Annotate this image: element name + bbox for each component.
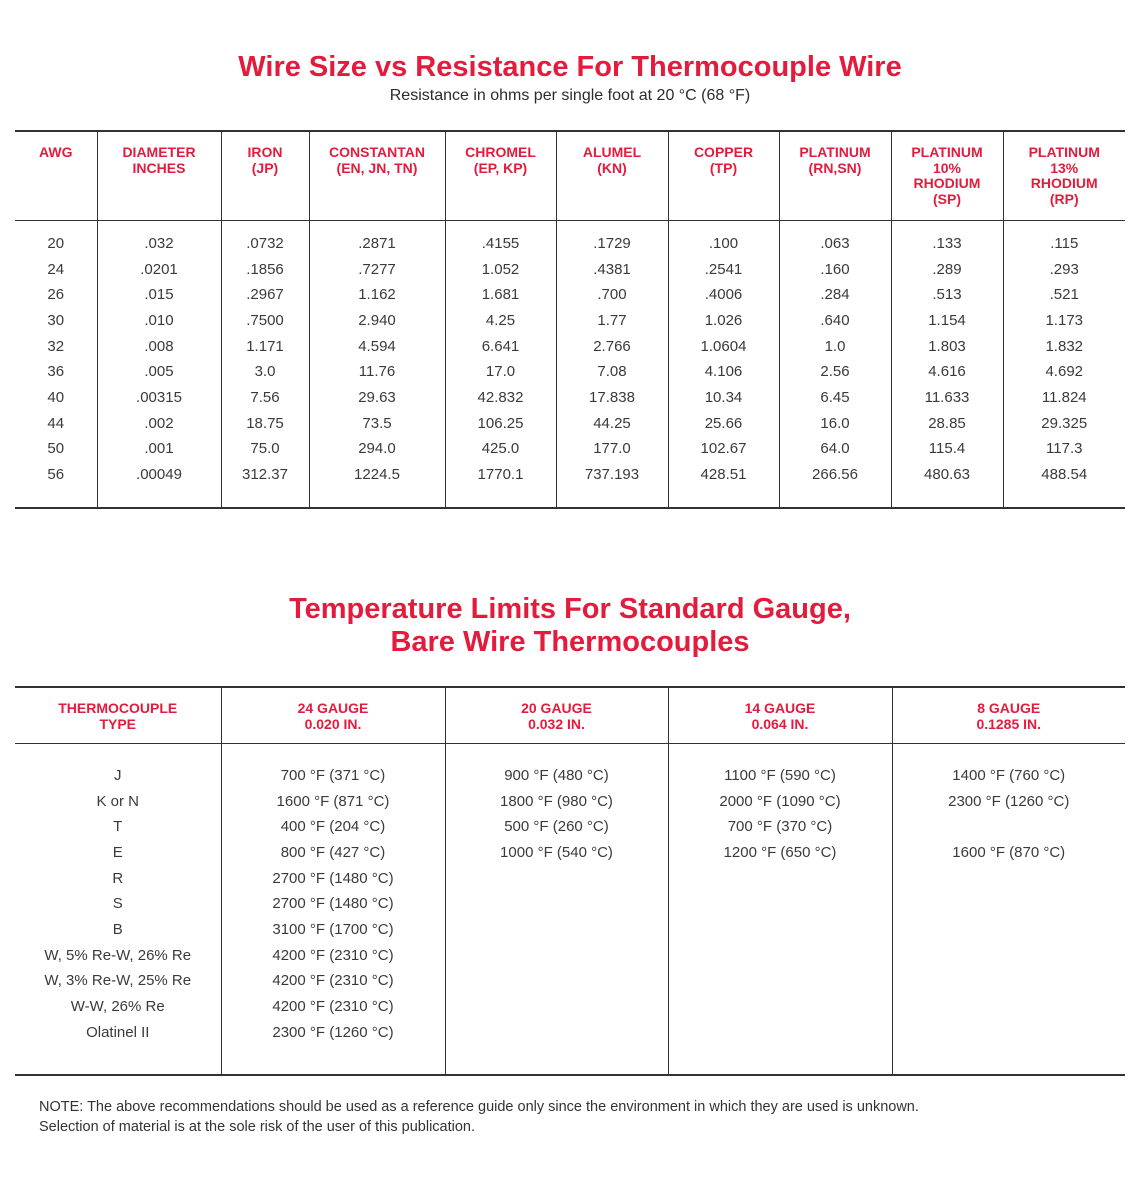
resistance-table: [15, 130, 1125, 509]
table-cell: .640: [779, 308, 891, 334]
spacer-cell: [668, 743, 892, 763]
table-cell: 2700 °F (1480 °C): [221, 865, 445, 891]
table-cell: 1.173: [1003, 308, 1125, 334]
table-cell: 4200 °F (2310 °C): [221, 968, 445, 994]
table-row: [15, 333, 1125, 359]
column-header: [97, 131, 221, 220]
temperature-table-title: [0, 593, 1140, 659]
column-header-line: (JP): [251, 159, 279, 176]
table-cell: .133: [891, 231, 1003, 257]
spacer-cell: [445, 487, 556, 508]
table-cell: B: [112, 920, 123, 938]
spacer-cell: [97, 220, 221, 231]
table-cell: 4200 °F (2310 °C): [221, 942, 445, 968]
table-cell: 1800 °F (980 °C): [445, 788, 668, 814]
table-cell: 425.0: [445, 436, 556, 462]
table-cell: 1770.1: [445, 462, 556, 488]
table-cell: 50: [47, 440, 65, 458]
spacer-cell: [668, 1045, 892, 1075]
note-line: NOTE: The above recommendations should be used as a reference guide only since the environment in which they are used is unknown.: [39, 1099, 919, 1115]
spacer-cell: [15, 220, 97, 231]
table-cell: 44.25: [556, 410, 668, 436]
column-header: [668, 131, 779, 220]
table-cell: E: [112, 843, 123, 861]
column-header-line: RHODIUM: [1030, 175, 1098, 191]
table-row: [15, 1019, 1125, 1045]
table-cell: 2.56: [779, 359, 891, 385]
temperature-table-body: [15, 743, 1125, 1075]
column-header: [221, 131, 309, 220]
temperature-limits-table: [15, 686, 1125, 1076]
table-cell: .005: [97, 359, 221, 385]
column-header-line: (KN): [597, 159, 627, 176]
spacer-row: [15, 487, 1125, 508]
table-cell: 29.325: [1003, 410, 1125, 436]
column-header: [15, 131, 97, 220]
spacer-cell: [779, 487, 891, 508]
table-cell: 294.0: [309, 436, 445, 462]
table-cell: .00049: [97, 462, 221, 488]
table-cell: 500 °F (260 °C): [445, 814, 668, 840]
table-cell: .0201: [97, 256, 221, 282]
table-cell: W-W, 26% Re: [70, 998, 165, 1016]
spacer-cell: [556, 220, 668, 231]
column-header-line: CHROMEL: [465, 144, 536, 160]
table-cell: [892, 942, 1125, 968]
column-header-line: AWG: [39, 144, 73, 160]
table-cell: 4.692: [1003, 359, 1125, 385]
column-header-line: RHODIUM: [913, 175, 981, 191]
table-cell: [445, 968, 668, 994]
table-cell: .160: [779, 256, 891, 282]
table-cell: S: [112, 895, 123, 913]
table-cell: .008: [97, 333, 221, 359]
resistance-table-title: Wire Size vs Resistance For Thermocouple Wire: [238, 51, 902, 83]
spacer-cell: [15, 1045, 221, 1075]
table-cell: 488.54: [1003, 462, 1125, 488]
table-cell: 1.154: [891, 308, 1003, 334]
spacer-cell: [309, 487, 445, 508]
column-header: [556, 131, 668, 220]
table-cell: 480.63: [891, 462, 1003, 488]
column-header-line: 0.064 IN.: [751, 715, 809, 732]
resistance-header-row: [15, 131, 1125, 220]
column-header-line: PLATINUM: [799, 144, 871, 160]
table-cell: .015: [97, 282, 221, 308]
table-cell: K or N: [96, 792, 139, 810]
table-row: [15, 865, 1125, 891]
table-cell: 4.106: [668, 359, 779, 385]
table-row: [15, 282, 1125, 308]
table-cell: [892, 865, 1125, 891]
table-cell: .1856: [221, 256, 309, 282]
table-cell: 16.0: [779, 410, 891, 436]
column-header: [892, 687, 1125, 743]
resistance-table-body: [15, 220, 1125, 508]
column-header: [445, 131, 556, 220]
temperature-header-row: [15, 687, 1125, 743]
column-header-line: 24 GAUGE: [297, 700, 369, 716]
table-cell: [668, 891, 892, 917]
table-cell: [668, 994, 892, 1020]
table-cell: .513: [891, 282, 1003, 308]
table-cell: 44: [47, 414, 65, 432]
table-cell: 737.193: [556, 462, 668, 488]
table-cell: .032: [97, 231, 221, 257]
spacer-cell: [556, 487, 668, 508]
table-cell: 11.633: [891, 385, 1003, 411]
table-row: [15, 359, 1125, 385]
table-cell: 3.0: [221, 359, 309, 385]
table-cell: 1100 °F (590 °C): [668, 763, 892, 789]
column-header: [891, 131, 1003, 220]
spacer-row: [15, 220, 1125, 231]
table-cell: 4.616: [891, 359, 1003, 385]
table-cell: 7.56: [221, 385, 309, 411]
table-cell: [445, 891, 668, 917]
column-header-line: (EN, JN, TN): [336, 159, 418, 176]
table-row: [15, 942, 1125, 968]
spacer-cell: [445, 220, 556, 231]
column-header-line: INCHES: [132, 159, 186, 176]
spacer-cell: [892, 1045, 1125, 1075]
table-cell: 11.76: [309, 359, 445, 385]
table-cell: [668, 917, 892, 943]
table-cell: 1.77: [556, 308, 668, 334]
column-header-line: 13%: [1050, 159, 1079, 176]
table-cell: .293: [1003, 256, 1125, 282]
table-row: [15, 462, 1125, 488]
table-cell: 4.25: [445, 308, 556, 334]
table-cell: W, 3% Re-W, 25% Re: [44, 972, 192, 990]
table-cell: 75.0: [221, 436, 309, 462]
table-cell: 17.0: [445, 359, 556, 385]
spacer-row: [15, 1045, 1125, 1075]
table-cell: 56: [47, 466, 65, 484]
table-cell: 1600 °F (870 °C): [892, 840, 1125, 866]
table-row: [15, 814, 1125, 840]
table-row: [15, 385, 1125, 411]
spacer-cell: [779, 220, 891, 231]
table-cell: R: [112, 869, 124, 887]
table-cell: .4381: [556, 256, 668, 282]
table-cell: [892, 891, 1125, 917]
spacer-cell: [221, 1045, 445, 1075]
column-header: [445, 687, 668, 743]
table-cell: .115: [1003, 231, 1125, 257]
table-cell: 428.51: [668, 462, 779, 488]
column-header-line: 10%: [932, 159, 962, 176]
table-cell: 36: [47, 363, 65, 381]
table-cell: 2300 °F (1260 °C): [221, 1019, 445, 1045]
table-cell: [892, 968, 1125, 994]
table-cell: 4.594: [309, 333, 445, 359]
table-row: [15, 308, 1125, 334]
table-cell: 1.0: [779, 333, 891, 359]
table-cell: W, 5% Re-W, 26% Re: [44, 946, 192, 964]
table-cell: [892, 1019, 1125, 1045]
column-header: [221, 687, 445, 743]
table-cell: [668, 942, 892, 968]
table-cell: Olatinel II: [86, 1023, 150, 1041]
table-cell: 400 °F (204 °C): [221, 814, 445, 840]
table-cell: 700 °F (370 °C): [668, 814, 892, 840]
table-cell: .289: [891, 256, 1003, 282]
spacer-cell: [221, 743, 445, 763]
table-row: [15, 256, 1125, 282]
column-header-line: (RP): [1049, 190, 1079, 207]
spacer-cell: [891, 220, 1003, 231]
table-cell: 2000 °F (1090 °C): [668, 788, 892, 814]
table-cell: .700: [556, 282, 668, 308]
table-cell: .7277: [309, 256, 445, 282]
table-cell: 1200 °F (650 °C): [668, 840, 892, 866]
table-cell: 1400 °F (760 °C): [892, 763, 1125, 789]
table-row: [15, 840, 1125, 866]
column-header-line: ALUMEL: [582, 144, 642, 160]
table-cell: 3100 °F (1700 °C): [221, 917, 445, 943]
table-cell: 4200 °F (2310 °C): [221, 994, 445, 1020]
note-line: Selection of material is at the sole risk of the user of this publication.: [39, 1119, 476, 1135]
table-cell: .00315: [97, 385, 221, 411]
table-cell: [892, 917, 1125, 943]
table-cell: 6.45: [779, 385, 891, 411]
spacer-cell: [1003, 487, 1125, 508]
column-header-line: COPPER: [693, 144, 754, 160]
table-row: [15, 231, 1125, 257]
table-cell: 2700 °F (1480 °C): [221, 891, 445, 917]
table-cell: 6.641: [445, 333, 556, 359]
column-header-line: PLATINUM: [1028, 144, 1100, 160]
table-cell: .4155: [445, 231, 556, 257]
table-cell: 115.4: [891, 436, 1003, 462]
column-header-line: (EP, KP): [473, 159, 528, 176]
table-cell: .010: [97, 308, 221, 334]
column-header-line: 0.020 IN.: [304, 715, 362, 732]
column-header-line: (TP): [709, 159, 738, 176]
table-cell: [668, 1019, 892, 1045]
table-cell: 106.25: [445, 410, 556, 436]
table-cell: [445, 942, 668, 968]
table-cell: 2300 °F (1260 °C): [892, 788, 1125, 814]
spacer-cell: [892, 743, 1125, 763]
table-cell: 30: [47, 311, 65, 329]
table-cell: [668, 968, 892, 994]
table-cell: 1224.5: [309, 462, 445, 488]
column-header-line: PLATINUM: [911, 144, 983, 160]
table-cell: .0732: [221, 231, 309, 257]
spacer-cell: [309, 220, 445, 231]
table-cell: 29.63: [309, 385, 445, 411]
column-header-line: THERMOCOUPLE: [58, 700, 178, 716]
table-cell: 73.5: [309, 410, 445, 436]
table-cell: .1729: [556, 231, 668, 257]
spacer-cell: [1003, 220, 1125, 231]
table-cell: .100: [668, 231, 779, 257]
column-header: [1003, 131, 1125, 220]
spacer-cell: [668, 220, 779, 231]
table-cell: 1600 °F (871 °C): [221, 788, 445, 814]
table-cell: 26: [47, 286, 65, 304]
disclaimer-note: [39, 1097, 1119, 1137]
spacer-row: [15, 743, 1125, 763]
table-cell: 7.08: [556, 359, 668, 385]
table-cell: J: [114, 766, 122, 784]
column-header-line: DIAMETER: [122, 144, 196, 160]
column-header: [779, 131, 891, 220]
column-header: [15, 687, 221, 743]
table-cell: [892, 814, 1125, 840]
column-header-line: (RN,SN): [808, 159, 862, 176]
table-cell: 17.838: [556, 385, 668, 411]
table-row: [15, 788, 1125, 814]
title-line: Temperature Limits For Standard Gauge,: [289, 593, 851, 625]
spacer-cell: [668, 487, 779, 508]
spacer-cell: [891, 487, 1003, 508]
table-row: [15, 994, 1125, 1020]
table-cell: T: [113, 818, 123, 836]
spacer-cell: [445, 1045, 668, 1075]
table-cell: 25.66: [668, 410, 779, 436]
table-cell: 1.0604: [668, 333, 779, 359]
table-row: [15, 968, 1125, 994]
table-row: [15, 410, 1125, 436]
table-cell: 11.824: [1003, 385, 1125, 411]
column-header-line: 20 GAUGE: [521, 700, 592, 716]
table-cell: 32: [47, 337, 65, 355]
column-header-line: CONSTANTAN: [329, 144, 425, 160]
table-cell: .2871: [309, 231, 445, 257]
table-cell: 1.803: [891, 333, 1003, 359]
table-cell: 102.67: [668, 436, 779, 462]
table-cell: .2541: [668, 256, 779, 282]
table-cell: .001: [97, 436, 221, 462]
column-header: [668, 687, 892, 743]
table-cell: 28.85: [891, 410, 1003, 436]
column-header-line: IRON: [247, 144, 283, 160]
table-cell: 266.56: [779, 462, 891, 488]
spacer-cell: [221, 487, 309, 508]
table-cell: [892, 994, 1125, 1020]
spacer-cell: [221, 220, 309, 231]
table-cell: [445, 917, 668, 943]
table-cell: .063: [779, 231, 891, 257]
column-header: [309, 131, 445, 220]
table-cell: [445, 1019, 668, 1045]
table-cell: .7500: [221, 308, 309, 334]
table-cell: 18.75: [221, 410, 309, 436]
table-cell: .521: [1003, 282, 1125, 308]
table-cell: 10.34: [668, 385, 779, 411]
table-cell: 1.832: [1003, 333, 1125, 359]
spacer-cell: [15, 487, 97, 508]
table-cell: [445, 865, 668, 891]
column-header-line: (SP): [933, 190, 961, 207]
table-cell: 24: [47, 260, 65, 278]
column-header-line: 8 GAUGE: [977, 700, 1041, 716]
resistance-table-subtitle: Resistance in ohms per single foot at 20 °C (68 °F): [389, 87, 751, 104]
table-cell: 1.052: [445, 256, 556, 282]
table-cell: 1000 °F (540 °C): [445, 840, 668, 866]
table-cell: 1.171: [221, 333, 309, 359]
title-line: Bare Wire Thermocouples: [390, 626, 750, 658]
table-cell: 64.0: [779, 436, 891, 462]
table-cell: 700 °F (371 °C): [221, 763, 445, 789]
table-cell: .002: [97, 410, 221, 436]
table-cell: .2967: [221, 282, 309, 308]
table-cell: 1.162: [309, 282, 445, 308]
spacer-cell: [97, 487, 221, 508]
table-cell: 312.37: [221, 462, 309, 488]
table-cell: 40: [47, 388, 65, 406]
spacer-cell: [445, 743, 668, 763]
column-header-line: TYPE: [99, 715, 137, 732]
table-cell: 20: [47, 234, 65, 252]
table-cell: 1.026: [668, 308, 779, 334]
table-cell: 42.832: [445, 385, 556, 411]
column-header-line: 0.032 IN.: [528, 715, 585, 732]
table-cell: .4006: [668, 282, 779, 308]
table-cell: [668, 865, 892, 891]
table-cell: 2.940: [309, 308, 445, 334]
table-row: [15, 891, 1125, 917]
table-row: [15, 436, 1125, 462]
table-cell: .284: [779, 282, 891, 308]
column-header-line: 14 GAUGE: [744, 700, 816, 716]
table-cell: 900 °F (480 °C): [445, 763, 668, 789]
table-cell: [445, 994, 668, 1020]
table-row: [15, 763, 1125, 789]
column-header-line: 0.1285 IN.: [976, 715, 1042, 732]
table-cell: 177.0: [556, 436, 668, 462]
spacer-cell: [15, 743, 221, 763]
table-cell: 1.681: [445, 282, 556, 308]
table-row: [15, 917, 1125, 943]
table-cell: 117.3: [1003, 436, 1125, 462]
table-cell: 800 °F (427 °C): [221, 840, 445, 866]
table-cell: 2.766: [556, 333, 668, 359]
